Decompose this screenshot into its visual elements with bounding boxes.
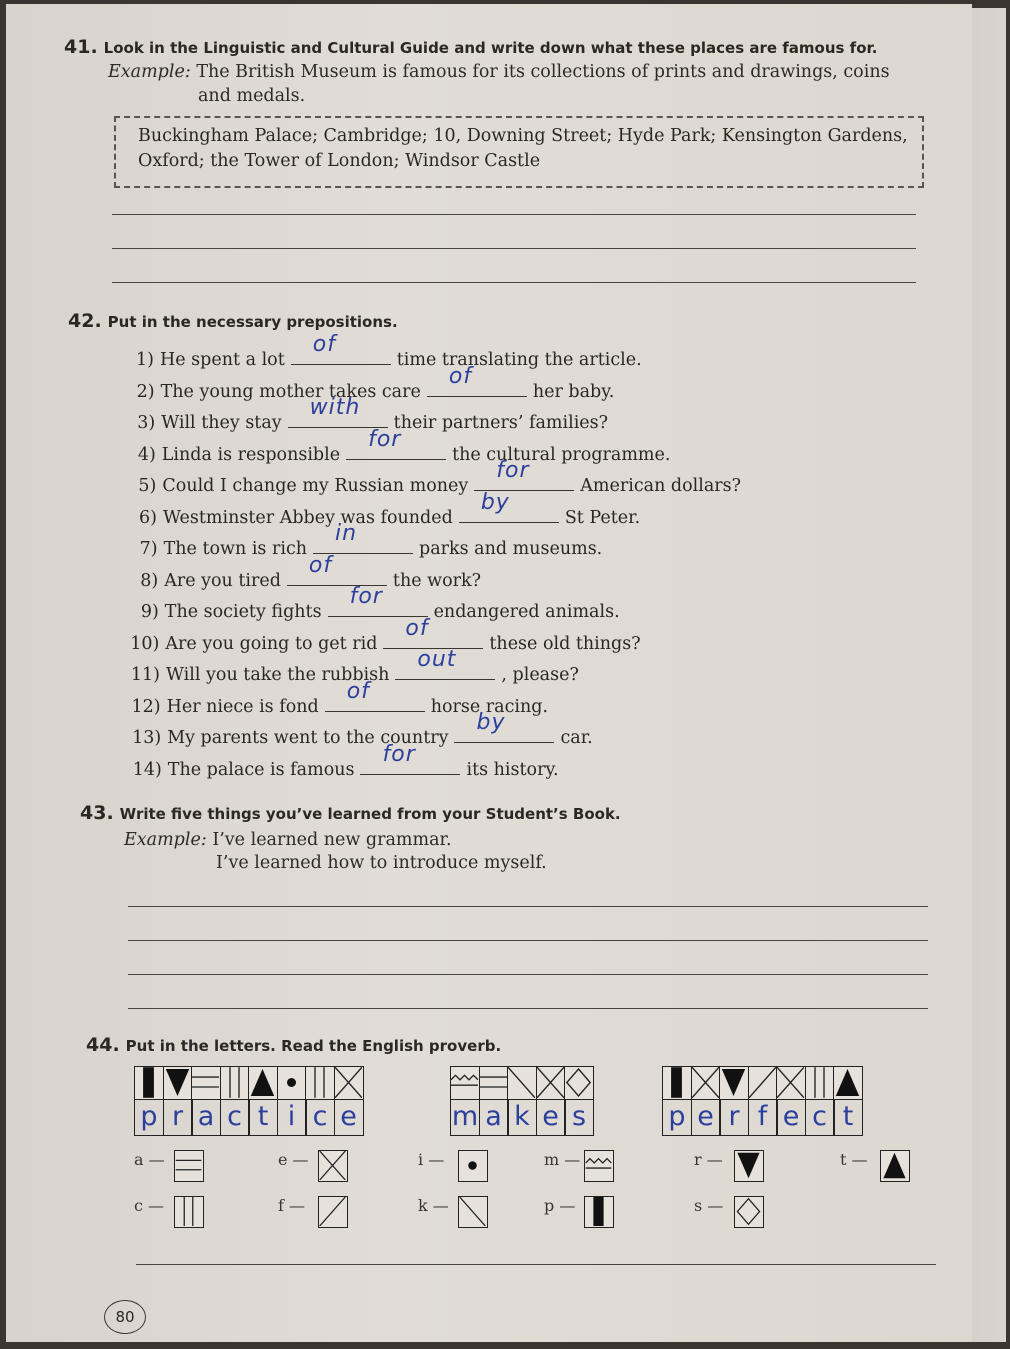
ex42-answer-blank[interactable]: [328, 584, 428, 617]
ex44-handwritten-letter[interactable]: r: [163, 1100, 193, 1136]
ex42-item-number: 5): [138, 476, 157, 496]
ex42-handwritten-answer: for: [496, 458, 530, 483]
ex42-handwritten-answer: for: [382, 741, 416, 767]
page-number: 80: [104, 1300, 146, 1334]
ex44-cipher-cell: [305, 1066, 335, 1136]
ex44-key-symbol: [318, 1150, 348, 1182]
ex42-handwritten-answer: by: [480, 489, 510, 515]
ex43-number: 43.: [80, 802, 114, 824]
ex44-key-symbol: [174, 1150, 204, 1182]
ex42-item-number: 12): [131, 696, 161, 717]
ex42-answer-blank[interactable]: [291, 332, 391, 365]
ex44-handwritten-letter[interactable]: e: [691, 1100, 721, 1136]
ex44-cipher-cell: [805, 1066, 835, 1136]
ex42-title: Put in the necessary prepositions.: [107, 313, 398, 331]
ex42-answer-blank[interactable]: [360, 741, 460, 775]
ex42-handwritten-answer: for: [349, 584, 383, 609]
ex44-cipher-cell: [479, 1066, 509, 1136]
ex43-example-line2: I’ve learned how to introduce myself.: [216, 853, 547, 873]
ex42-item-text-after: car.: [560, 728, 593, 748]
ex42-answer-blank[interactable]: [313, 521, 413, 554]
ex44-handwritten-letter[interactable]: s: [564, 1100, 594, 1136]
ex42-item-text-after: the cultural programme.: [452, 444, 671, 465]
ex44-handwritten-letter[interactable]: a: [479, 1100, 509, 1136]
ex42-handwritten-answer: out: [417, 647, 457, 672]
ex44-key-symbol: [458, 1196, 488, 1228]
ex44-cipher-cell: [163, 1066, 193, 1136]
ex42-item-text-before: My parents went to the country: [167, 728, 449, 748]
ex44-word: [134, 1066, 376, 1136]
ex44-cipher-cell: [536, 1066, 566, 1136]
ex44-key-item: [278, 1196, 318, 1228]
ex43-example-label: Example:: [124, 830, 207, 850]
ex42-item: [129, 584, 620, 628]
ex42-item-text-before: Westminster Abbey was founded: [163, 507, 453, 528]
ex41-number: 41.: [64, 36, 98, 58]
ex43-example-line1: I’ve learned new grammar.: [212, 830, 452, 850]
ex44-handwritten-letter[interactable]: c: [220, 1100, 250, 1136]
ex43-title: Write five things you’ve learned from your Student’s Book.: [119, 805, 621, 823]
ex44-cipher-cell: [507, 1066, 537, 1136]
ex44-handwritten-letter[interactable]: i: [277, 1100, 307, 1136]
ex42-item-text-after: horse racing.: [430, 696, 549, 717]
ex42-item-text-before: Linda is responsible: [161, 444, 341, 465]
ex42-handwritten-answer: of: [308, 552, 333, 578]
ex42-item: [125, 363, 615, 408]
ex44-cipher-symbol: [748, 1066, 778, 1100]
ex44-handwritten-letter[interactable]: e: [776, 1100, 806, 1136]
ex42-handwritten-answer: of: [448, 363, 473, 389]
ex44-handwritten-letter[interactable]: f: [748, 1100, 778, 1136]
ex44-cipher-symbol: [450, 1066, 480, 1100]
ex44-key-letter: k —: [418, 1196, 449, 1215]
ex44-key-symbol: [458, 1150, 488, 1182]
ex44-cipher-cell: [220, 1066, 250, 1136]
ex44-cipher-cell: [748, 1066, 778, 1136]
ex42-item-number: 6): [139, 507, 157, 528]
ex44-key-item: [418, 1196, 458, 1228]
ex42-item-text-after: its history.: [466, 759, 559, 780]
ex42-item: [128, 552, 482, 597]
ex44-key-symbol: [174, 1196, 204, 1228]
ex42-item-text-before: Her niece is fond: [166, 696, 319, 717]
ex42-item-text-before: Are you going to get rid: [165, 633, 378, 654]
ex44-word: [450, 1066, 602, 1136]
ex42-item-text-after: her baby.: [532, 381, 615, 402]
ex44-cipher-symbol: [719, 1066, 749, 1100]
ex44-cipher-symbol: [691, 1066, 721, 1100]
ex44-cipher-symbol: [564, 1066, 594, 1100]
ex44-cipher-cell: [191, 1066, 221, 1136]
ex42-answer-blank[interactable]: [427, 363, 527, 397]
ex42-answer-blank[interactable]: [454, 710, 554, 743]
ex44-cipher-cell: [334, 1066, 364, 1136]
ex42-item-text-after: , please?: [501, 665, 579, 685]
ex44-key-symbol: [584, 1150, 614, 1182]
ex42-item-text-before: The society fights: [164, 602, 322, 622]
ex42-item: [132, 741, 559, 786]
ex44-cipher-symbol: [479, 1066, 509, 1100]
ex44-key-item: [544, 1150, 584, 1182]
ex44-cipher-symbol: [536, 1066, 566, 1100]
ex44-key-letter: f —: [278, 1196, 306, 1215]
ex44-handwritten-letter[interactable]: k: [507, 1100, 537, 1136]
ex42-handwritten-answer: for: [368, 426, 402, 452]
ex44-cipher-cell: [691, 1066, 721, 1136]
ex44-key-item: [840, 1150, 880, 1182]
ex42-item-number: 3): [137, 413, 156, 433]
ex44-number: 44.: [86, 1034, 120, 1056]
ex44-key-symbol: [734, 1150, 764, 1182]
ex42-item: [126, 426, 671, 471]
ex44-handwritten-letter[interactable]: p: [134, 1100, 164, 1136]
ex44-key-letter: a —: [134, 1150, 165, 1169]
ex44-answer-line[interactable]: [136, 1264, 936, 1265]
ex42-answer-blank[interactable]: [325, 678, 425, 712]
ex42-item-text-after: endangered animals.: [433, 602, 620, 622]
ex42-answer-blank[interactable]: [346, 426, 446, 460]
ex42-item-text-before: The palace is famous: [167, 759, 355, 780]
ex44-handwritten-letter[interactable]: e: [536, 1100, 566, 1136]
ex43-answer-line[interactable]: [128, 906, 928, 907]
ex44-key-letter: t —: [840, 1150, 868, 1169]
ex41-example: [108, 62, 890, 82]
ex41-example-line1: The British Museum is famous for its collections of prints and drawings, coins: [196, 62, 890, 82]
ex44-cipher-cell: [134, 1066, 164, 1136]
ex42-item-text-after: their partners’ families?: [393, 413, 609, 433]
ex42-handwritten-answer: with: [309, 395, 361, 420]
ex43-answer-line[interactable]: [128, 940, 928, 941]
ex41-answer-line[interactable]: [112, 282, 916, 283]
ex43-answer-line[interactable]: [128, 974, 928, 975]
ex42-handwritten-answer: of: [405, 615, 429, 641]
ex44-key-item: [278, 1150, 318, 1182]
ex42-item-text-after: St Peter.: [564, 507, 641, 528]
ex42-handwritten-answer: of: [346, 678, 370, 704]
ex42-item-number: 4): [137, 444, 156, 465]
ex41-answer-line[interactable]: [112, 214, 916, 215]
ex42-item-text-after: time translating the article.: [396, 350, 642, 370]
ex44-heading: [86, 1034, 501, 1056]
ex44-title: Put in the letters. Read the English proverb.: [125, 1037, 502, 1055]
ex44-handwritten-letter[interactable]: m: [450, 1100, 480, 1136]
ex41-example-line2: and medals.: [198, 86, 306, 106]
ex42-item-text-before: The town is rich: [163, 539, 308, 559]
ex44-handwritten-letter[interactable]: r: [719, 1100, 749, 1136]
ex44-cipher-cell: [719, 1066, 749, 1136]
ex42-item-text-after: American dollars?: [580, 476, 742, 496]
ex44-handwritten-letter[interactable]: e: [334, 1100, 364, 1136]
ex42-item-text-before: Are you tired: [164, 570, 281, 591]
ex44-handwritten-letter[interactable]: t: [248, 1100, 278, 1136]
ex44-cipher-symbol: [134, 1066, 164, 1100]
ex44-cipher-symbol: [833, 1066, 863, 1100]
ex42-handwritten-answer: of: [312, 332, 336, 357]
ex42-item: [128, 521, 603, 565]
ex42-item-text-before: He spent a lot: [160, 350, 285, 370]
ex42-item-text-after: parks and museums.: [419, 539, 603, 559]
ex44-cipher-cell: [564, 1066, 594, 1136]
ex42-item-number: 1): [136, 350, 154, 370]
ex44-key-letter: s —: [694, 1196, 724, 1215]
ex44-cipher-cell: [776, 1066, 806, 1136]
ex44-cipher-cell: [248, 1066, 278, 1136]
ex42-item-text-before: Could I change my Russian money: [162, 476, 469, 496]
ex44-handwritten-letter[interactable]: t: [833, 1100, 863, 1136]
ex44-key-item: [134, 1196, 174, 1228]
ex42-item: [126, 458, 742, 502]
ex44-cipher-symbol: [248, 1066, 278, 1100]
ex43-heading: [80, 802, 621, 824]
ex44-key-item: [694, 1196, 734, 1228]
ex42-item: [127, 489, 641, 534]
ex44-handwritten-letter[interactable]: a: [191, 1100, 221, 1136]
ex44-cipher-cell: [662, 1066, 692, 1136]
ex42-item-number: 9): [140, 602, 159, 622]
ex42-answer-blank[interactable]: [287, 552, 387, 586]
ex41-example-label: Example:: [108, 62, 191, 82]
ex42-item-text-after: the work?: [392, 570, 482, 591]
ex42-item-number: 13): [132, 728, 162, 748]
ex42-item-number: 10): [130, 633, 160, 654]
ex41-answer-line[interactable]: [112, 248, 916, 249]
ex42-item-text-before: The young mother takes care: [160, 381, 421, 402]
ex41-word-box: [114, 116, 924, 188]
ex42-item-number: 2): [136, 381, 155, 402]
ex44-key-letter: r —: [694, 1150, 723, 1169]
ex42-item: [131, 710, 593, 754]
ex44-key-letter: e —: [278, 1150, 309, 1169]
ex44-cipher-symbol: [776, 1066, 806, 1100]
ex42-answer-blank[interactable]: [474, 458, 574, 491]
ex44-key-symbol: [584, 1196, 614, 1228]
ex44-key-item: [418, 1150, 458, 1182]
ex44-cipher-symbol: [163, 1066, 193, 1100]
ex42-heading: [68, 310, 398, 332]
ex44-key-item: [544, 1196, 584, 1228]
ex44-key-symbol: [318, 1196, 348, 1228]
ex44-key-letter: p —: [544, 1196, 576, 1215]
workbook-page: [6, 4, 972, 1342]
ex44-key-item: [134, 1150, 174, 1182]
ex44-key-symbol: [880, 1150, 910, 1182]
ex42-item-text-after: these old things?: [489, 633, 641, 654]
ex42-answer-blank[interactable]: [383, 615, 483, 649]
ex41-box-line1: Buckingham Palace; Cambridge; 10, Downing Street; Hyde Park; Kensington Gardens,: [138, 126, 908, 146]
ex44-cipher-symbol: [305, 1066, 335, 1100]
ex44-cipher-symbol: [805, 1066, 835, 1100]
ex44-cipher-symbol: [191, 1066, 221, 1100]
ex42-item-number: 8): [140, 570, 159, 591]
ex44-handwritten-letter[interactable]: c: [305, 1100, 335, 1136]
ex42-handwritten-answer: in: [335, 521, 358, 546]
ex44-cipher-symbol: [507, 1066, 537, 1100]
ex44-key-symbol: [734, 1196, 764, 1228]
ex44-cipher-symbol: [220, 1066, 250, 1100]
ex41-title: Look in the Linguistic and Cultural Guide and write down what these places are famous for.: [103, 39, 878, 57]
ex44-key-letter: i —: [418, 1150, 445, 1169]
ex42-item: [129, 615, 641, 660]
ex44-key-item: [694, 1150, 734, 1182]
ex44-cipher-symbol: [277, 1066, 307, 1100]
ex42-item-number: 14): [132, 759, 162, 780]
ex42-item-text-before: Will you take the rubbish: [166, 665, 390, 685]
ex44-cipher-cell: [450, 1066, 480, 1136]
ex42-answer-blank[interactable]: [288, 395, 388, 428]
ex42-item-text-before: Will they stay: [161, 413, 282, 433]
ex42-answer-blank[interactable]: [459, 489, 559, 523]
ex44-word: [662, 1066, 874, 1136]
ex44-cipher-cell: [277, 1066, 307, 1136]
ex42-item-number: 7): [139, 539, 158, 559]
ex42-number: 42.: [68, 310, 102, 332]
ex42-handwritten-answer: by: [476, 710, 506, 735]
ex44-cipher-cell: [833, 1066, 863, 1136]
ex42-item-number: 11): [130, 665, 160, 685]
ex41-box-line2: Oxford; the Tower of London; Windsor Castle: [138, 151, 541, 171]
ex41-heading: [64, 36, 877, 58]
ex44-key-letter: c —: [134, 1196, 165, 1215]
ex44-cipher-symbol: [334, 1066, 364, 1100]
ex42-item: [125, 395, 609, 439]
ex44-handwritten-letter[interactable]: c: [805, 1100, 835, 1136]
ex43-example: [124, 830, 452, 850]
ex42-item: [124, 332, 642, 376]
ex42-answer-blank[interactable]: [395, 647, 495, 680]
ex44-cipher-symbol: [662, 1066, 692, 1100]
ex43-answer-line[interactable]: [128, 1008, 928, 1009]
ex44-key-letter: m —: [544, 1150, 581, 1169]
ex44-handwritten-letter[interactable]: p: [662, 1100, 692, 1136]
